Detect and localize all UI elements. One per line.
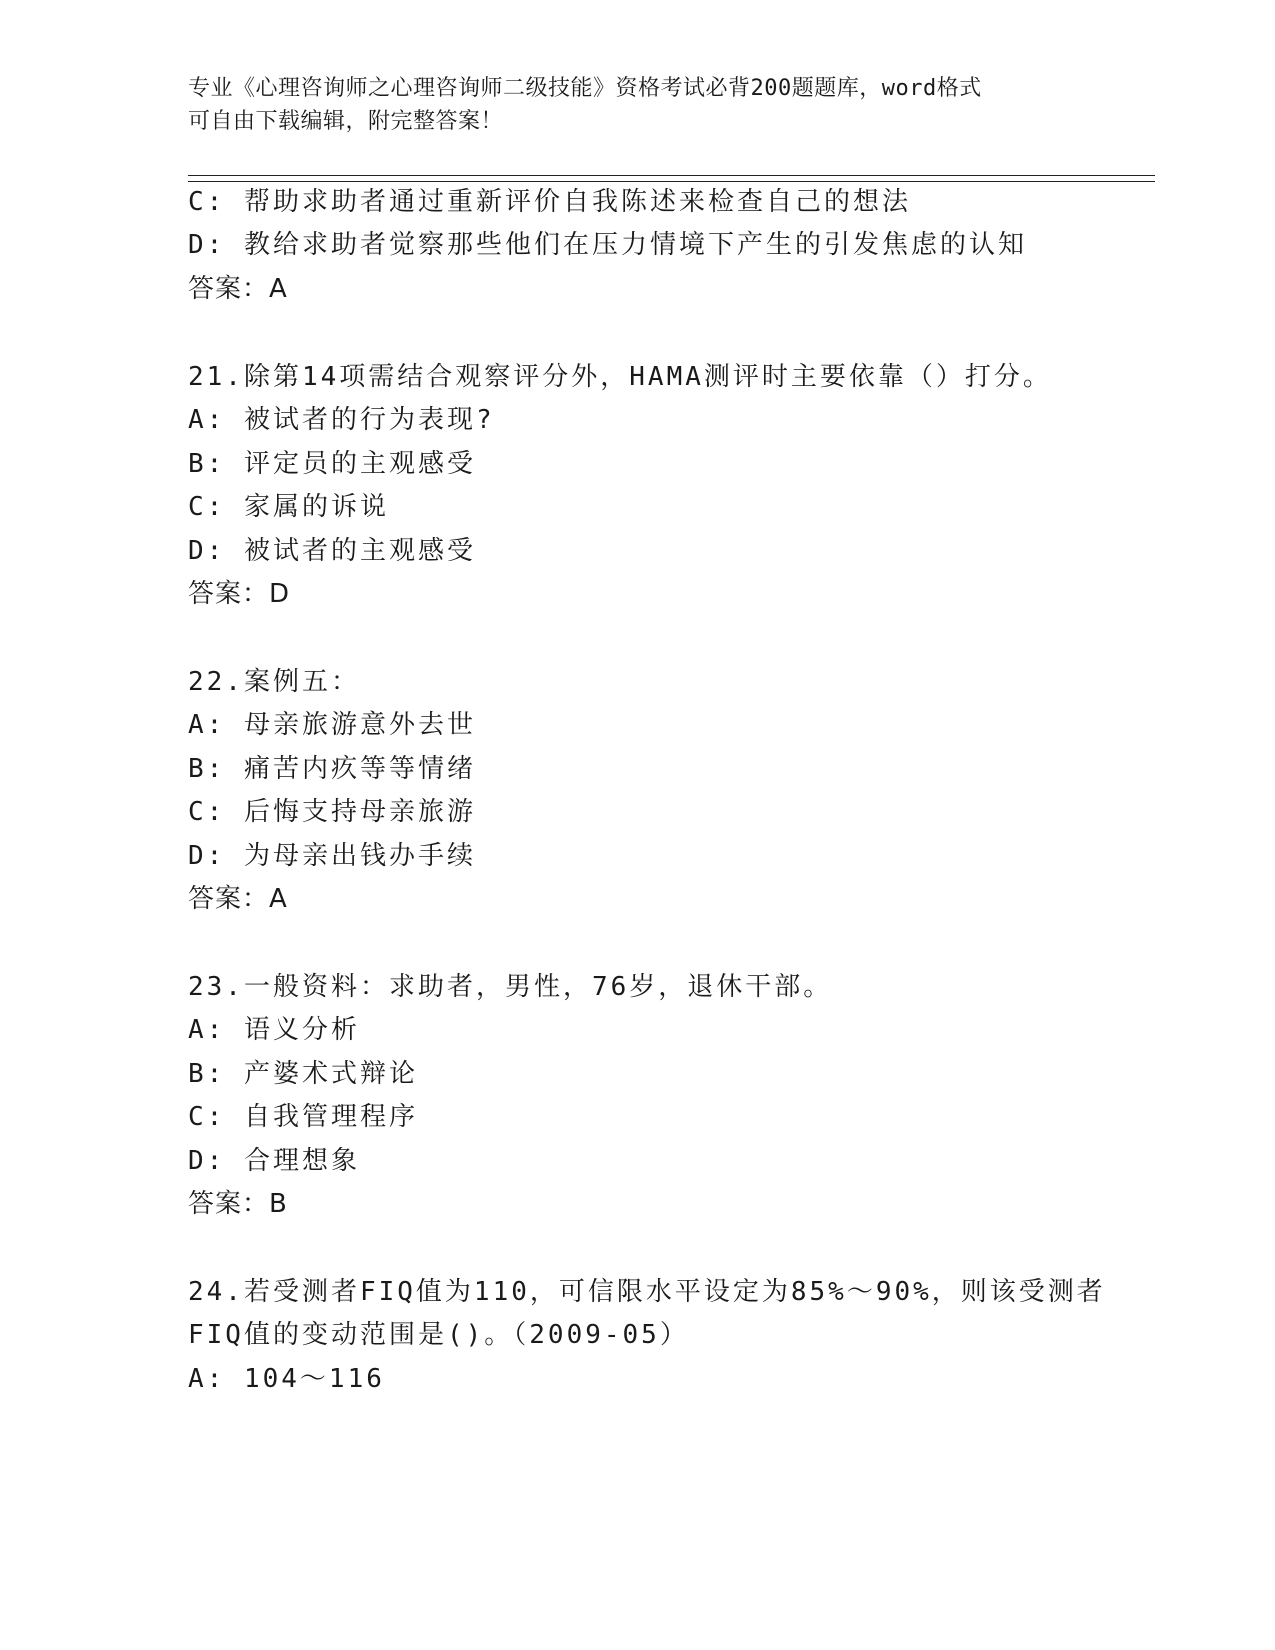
- header-rule-bottom: [188, 181, 1155, 182]
- q21-option-a: A: 被试者的行为表现?: [188, 405, 495, 435]
- header-title-line-1: 专业《心理咨询师之心理咨询师二级技能》资格考试必背200题题库，word格式: [188, 76, 982, 101]
- q21-option-d: D: 被试者的主观感受: [188, 536, 476, 566]
- document-header: [188, 72, 1088, 138]
- q22-option-d: D: 为母亲出钱办手续: [188, 841, 476, 871]
- q23-option-c: C: 自我管理程序: [188, 1102, 418, 1132]
- q24-stem-line-1: 24.若受测者FIQ值为110，可信限水平设定为85%～90%，则该受测者: [188, 1277, 1106, 1307]
- q22-option-a: A: 母亲旅游意外去世: [188, 710, 476, 740]
- q21-stem: 21.除第14项需结合观察评分外，HAMA测评时主要依靠（）打分。: [188, 362, 1052, 392]
- prev-answer: 答案：A: [188, 274, 288, 304]
- q24-option-a: A: 104～116: [188, 1364, 385, 1394]
- q23-option-b: B: 产婆术式辩论: [188, 1059, 418, 1089]
- header-title-line-2: 可自由下载编辑，附完整答案！: [188, 109, 504, 134]
- q23-stem: 23.一般资料：求助者，男性，76岁，退休干部。: [188, 972, 833, 1002]
- prev-option-d: D: 教给求助者觉察那些他们在压力情境下产生的引发焦虑的认知: [188, 230, 1027, 260]
- q22-stem: 22.案例五：: [188, 667, 360, 697]
- prev-option-c: C: 帮助求助者通过重新评价自我陈述来检查自己的想法: [188, 187, 911, 217]
- q21-option-c: C: 家属的诉说: [188, 492, 389, 522]
- q22-option-c: C: 后悔支持母亲旅游: [188, 797, 476, 827]
- q24-stem-line-2: FIQ值的变动范围是()。（2009-05）: [188, 1320, 689, 1350]
- q23-option-a: A: 语义分析: [188, 1015, 360, 1045]
- q23-answer: 答案：B: [188, 1189, 288, 1219]
- q23-option-d: D: 合理想象: [188, 1146, 360, 1176]
- q22-answer: 答案：A: [188, 884, 288, 914]
- header-rule-top: [188, 175, 1155, 176]
- q21-option-b: B: 评定员的主观感受: [188, 449, 476, 479]
- q22-option-b: B: 痛苦内疚等等情绪: [188, 754, 476, 784]
- q21-answer: 答案：D: [188, 579, 291, 609]
